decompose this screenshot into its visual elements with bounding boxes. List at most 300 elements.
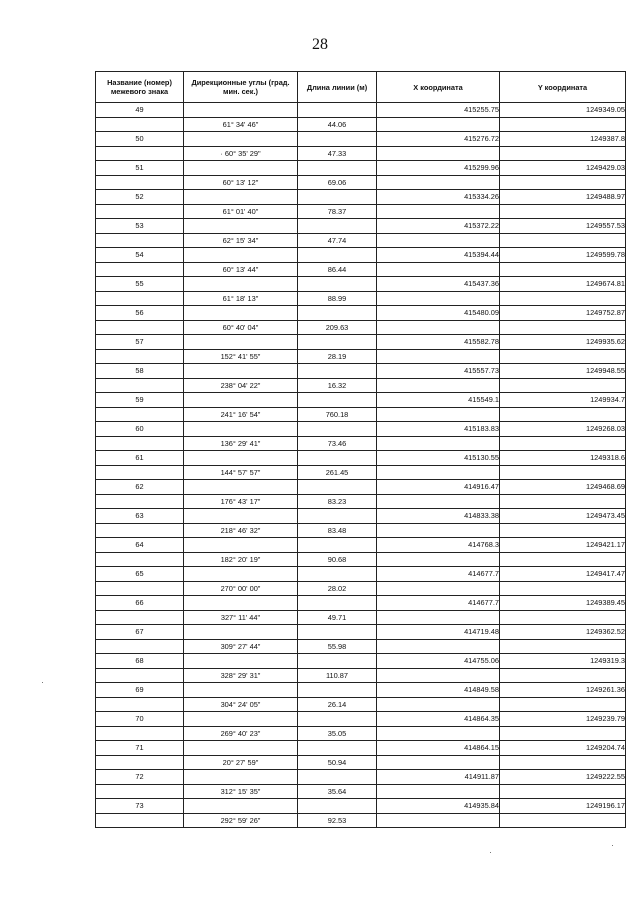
cell-y-coordinate: 1249239.79 — [500, 712, 626, 727]
cell-empty — [96, 610, 184, 625]
cell-empty — [377, 465, 500, 480]
cell-line-length: 760.18 — [298, 407, 377, 422]
cell-empty — [500, 610, 626, 625]
cell-empty — [298, 770, 377, 785]
cell-empty — [298, 741, 377, 756]
cell-x-coordinate: 415299.96 — [377, 161, 500, 176]
table-row-point — [96, 799, 626, 814]
cell-empty — [377, 494, 500, 509]
table-row-segment — [96, 117, 626, 132]
cell-direction-angle: 304° 24' 05" — [184, 697, 298, 712]
cell-y-coordinate: 1249752.87 — [500, 306, 626, 321]
cell-empty — [298, 509, 377, 524]
cell-mark-name: 66 — [96, 596, 184, 611]
cell-line-length: 78.37 — [298, 204, 377, 219]
table-row-segment — [96, 581, 626, 596]
cell-empty — [377, 175, 500, 190]
cell-empty — [184, 770, 298, 785]
scan-speck — [612, 845, 613, 846]
table-row-segment — [96, 146, 626, 161]
table-row-point — [96, 132, 626, 147]
cell-mark-name: 58 — [96, 364, 184, 379]
cell-empty — [96, 349, 184, 364]
cell-empty — [500, 320, 626, 335]
cell-direction-angle: 328° 29' 31" — [184, 668, 298, 683]
table-row-segment — [96, 523, 626, 538]
cell-direction-angle: 309° 27' 44" — [184, 639, 298, 654]
cell-direction-angle: 241° 16' 54" — [184, 407, 298, 422]
cell-line-length: 92.53 — [298, 813, 377, 828]
table-row-point — [96, 683, 626, 698]
cell-empty — [298, 103, 377, 118]
table-row-point — [96, 277, 626, 292]
cell-direction-angle: · 60° 35' 29" — [184, 146, 298, 161]
table-row-point — [96, 538, 626, 553]
table-row-point — [96, 248, 626, 263]
cell-line-length: 55.98 — [298, 639, 377, 654]
cell-empty — [377, 552, 500, 567]
cell-empty — [298, 248, 377, 263]
header-direction-angle: Дирекционные углы (град. мин. сек.) — [184, 72, 298, 103]
cell-mark-name: 67 — [96, 625, 184, 640]
cell-x-coordinate: 414864.15 — [377, 741, 500, 756]
table-row-point — [96, 654, 626, 669]
cell-direction-angle: 218° 46' 32" — [184, 523, 298, 538]
cell-empty — [500, 378, 626, 393]
cell-empty — [377, 320, 500, 335]
table-row-segment — [96, 726, 626, 741]
table-row-point — [96, 161, 626, 176]
cell-y-coordinate: 1249318.6 — [500, 451, 626, 466]
header-x-coordinate: X координата — [377, 72, 500, 103]
table-row-segment — [96, 291, 626, 306]
cell-empty — [96, 146, 184, 161]
cell-mark-name: 70 — [96, 712, 184, 727]
cell-empty — [298, 683, 377, 698]
cell-x-coordinate: 415183.83 — [377, 422, 500, 437]
cell-empty — [184, 625, 298, 640]
cell-mark-name: 64 — [96, 538, 184, 553]
table-row-point — [96, 393, 626, 408]
cell-x-coordinate: 414833.38 — [377, 509, 500, 524]
cell-mark-name: 68 — [96, 654, 184, 669]
cell-line-length: 28.19 — [298, 349, 377, 364]
cell-empty — [298, 480, 377, 495]
cell-x-coordinate: 414911.87 — [377, 770, 500, 785]
cell-mark-name: 69 — [96, 683, 184, 698]
cell-empty — [298, 422, 377, 437]
table-row-segment — [96, 378, 626, 393]
cell-empty — [500, 755, 626, 770]
cell-mark-name: 49 — [96, 103, 184, 118]
cell-x-coordinate: 415437.36 — [377, 277, 500, 292]
cell-y-coordinate: 1249674.81 — [500, 277, 626, 292]
cell-empty — [500, 262, 626, 277]
cell-empty — [377, 407, 500, 422]
cell-direction-angle: 152° 41' 55" — [184, 349, 298, 364]
cell-empty — [500, 349, 626, 364]
cell-mark-name: 63 — [96, 509, 184, 524]
table-row-point — [96, 306, 626, 321]
cell-empty — [500, 523, 626, 538]
cell-line-length: 209.63 — [298, 320, 377, 335]
cell-x-coordinate: 415582.78 — [377, 335, 500, 350]
cell-empty — [96, 523, 184, 538]
cell-empty — [377, 349, 500, 364]
cell-empty — [500, 494, 626, 509]
table-row-segment — [96, 784, 626, 799]
cell-empty — [298, 161, 377, 176]
cell-y-coordinate: 1249222.55 — [500, 770, 626, 785]
cell-empty — [96, 262, 184, 277]
cell-y-coordinate: 1249268.03 — [500, 422, 626, 437]
cell-y-coordinate: 1249387.8 — [500, 132, 626, 147]
cell-mark-name: 52 — [96, 190, 184, 205]
cell-empty — [184, 596, 298, 611]
cell-y-coordinate: 1249468.69 — [500, 480, 626, 495]
cell-empty — [377, 291, 500, 306]
cell-empty — [377, 668, 500, 683]
cell-line-length: 47.74 — [298, 233, 377, 248]
cell-empty — [184, 219, 298, 234]
cell-y-coordinate: 1249417.47 — [500, 567, 626, 582]
cell-direction-angle: 61° 34' 46" — [184, 117, 298, 132]
cell-y-coordinate: 1249319.3 — [500, 654, 626, 669]
cell-y-coordinate: 1249599.78 — [500, 248, 626, 263]
cell-empty — [500, 784, 626, 799]
cell-x-coordinate: 414864.35 — [377, 712, 500, 727]
table-row-segment — [96, 349, 626, 364]
cell-empty — [96, 233, 184, 248]
cell-direction-angle: 62° 15' 34" — [184, 233, 298, 248]
cell-y-coordinate: 1249429.03 — [500, 161, 626, 176]
cell-line-length: 83.23 — [298, 494, 377, 509]
cell-mark-name: 53 — [96, 219, 184, 234]
cell-empty — [500, 465, 626, 480]
cell-mark-name: 71 — [96, 741, 184, 756]
cell-empty — [500, 233, 626, 248]
cell-line-length: 16.32 — [298, 378, 377, 393]
cell-y-coordinate: 1249421.17 — [500, 538, 626, 553]
cell-y-coordinate: 1249204.74 — [500, 741, 626, 756]
table-row-point — [96, 625, 626, 640]
cell-y-coordinate: 1249473.45 — [500, 509, 626, 524]
table-row-segment — [96, 175, 626, 190]
table-row-segment — [96, 552, 626, 567]
cell-empty — [298, 364, 377, 379]
cell-empty — [298, 306, 377, 321]
cell-x-coordinate: 414677.7 — [377, 596, 500, 611]
cell-empty — [298, 335, 377, 350]
cell-direction-angle: 61° 01' 40" — [184, 204, 298, 219]
cell-empty — [184, 190, 298, 205]
cell-empty — [298, 190, 377, 205]
cell-empty — [377, 581, 500, 596]
cell-empty — [96, 552, 184, 567]
cell-x-coordinate: 414849.58 — [377, 683, 500, 698]
table-row-point — [96, 509, 626, 524]
cell-empty — [184, 712, 298, 727]
cell-x-coordinate: 414755.06 — [377, 654, 500, 669]
table-row-segment — [96, 610, 626, 625]
cell-empty — [96, 784, 184, 799]
cell-x-coordinate: 415372.22 — [377, 219, 500, 234]
cell-line-length: 44.06 — [298, 117, 377, 132]
cell-empty — [298, 277, 377, 292]
cell-empty — [377, 697, 500, 712]
table-row-segment — [96, 204, 626, 219]
cell-direction-angle: 60° 13' 44" — [184, 262, 298, 277]
cell-line-length: 110.87 — [298, 668, 377, 683]
cell-empty — [500, 175, 626, 190]
cell-empty — [184, 509, 298, 524]
cell-line-length: 35.64 — [298, 784, 377, 799]
scan-speck — [42, 682, 43, 683]
cell-y-coordinate: 1249349.05 — [500, 103, 626, 118]
cell-empty — [298, 596, 377, 611]
cell-y-coordinate: 1249362.52 — [500, 625, 626, 640]
cell-empty — [184, 567, 298, 582]
cell-x-coordinate: 415130.55 — [377, 451, 500, 466]
cell-empty — [298, 132, 377, 147]
cell-empty — [96, 668, 184, 683]
cell-mark-name: 62 — [96, 480, 184, 495]
cell-direction-angle: 327° 11' 44" — [184, 610, 298, 625]
table-row-point — [96, 596, 626, 611]
cell-empty — [96, 175, 184, 190]
cell-empty — [500, 581, 626, 596]
cell-mark-name: 55 — [96, 277, 184, 292]
cell-x-coordinate: 415255.75 — [377, 103, 500, 118]
cell-empty — [184, 538, 298, 553]
cell-y-coordinate: 1249935.62 — [500, 335, 626, 350]
cell-empty — [377, 610, 500, 625]
cell-line-length: 90.68 — [298, 552, 377, 567]
cell-direction-angle: 60° 40' 04" — [184, 320, 298, 335]
cell-direction-angle: 61° 18' 13" — [184, 291, 298, 306]
cell-mark-name: 51 — [96, 161, 184, 176]
cell-line-length: 47.33 — [298, 146, 377, 161]
cell-empty — [298, 393, 377, 408]
cell-mark-name: 57 — [96, 335, 184, 350]
cell-empty — [96, 813, 184, 828]
cell-empty — [96, 204, 184, 219]
cell-direction-angle: 182° 20' 19" — [184, 552, 298, 567]
cell-empty — [298, 799, 377, 814]
table-row-segment — [96, 494, 626, 509]
cell-empty — [500, 204, 626, 219]
cell-line-length: 86.44 — [298, 262, 377, 277]
cell-y-coordinate: 1249557.53 — [500, 219, 626, 234]
cell-empty — [377, 146, 500, 161]
cell-empty — [377, 755, 500, 770]
cell-direction-angle: 238° 04' 22" — [184, 378, 298, 393]
cell-empty — [96, 494, 184, 509]
cell-empty — [96, 320, 184, 335]
table-row-segment — [96, 262, 626, 277]
cell-mark-name: 61 — [96, 451, 184, 466]
scan-speck — [490, 852, 491, 853]
table-row-segment — [96, 697, 626, 712]
cell-empty — [184, 132, 298, 147]
cell-empty — [184, 393, 298, 408]
cell-empty — [184, 306, 298, 321]
cell-empty — [184, 103, 298, 118]
cell-mark-name: 59 — [96, 393, 184, 408]
cell-direction-angle: 136° 29' 41" — [184, 436, 298, 451]
table-row-point — [96, 451, 626, 466]
cell-empty — [377, 726, 500, 741]
cell-direction-angle: 292° 59' 26" — [184, 813, 298, 828]
table-row-point — [96, 712, 626, 727]
cell-empty — [500, 552, 626, 567]
cell-x-coordinate: 415480.09 — [377, 306, 500, 321]
table-row-segment — [96, 639, 626, 654]
cell-empty — [500, 291, 626, 306]
cell-line-length: 35.05 — [298, 726, 377, 741]
cell-empty — [500, 813, 626, 828]
table-row-point — [96, 567, 626, 582]
cell-x-coordinate: 414719.48 — [377, 625, 500, 640]
cell-line-length: 28.02 — [298, 581, 377, 596]
cell-empty — [184, 277, 298, 292]
cell-empty — [298, 625, 377, 640]
cell-empty — [184, 799, 298, 814]
cell-empty — [500, 407, 626, 422]
cell-empty — [96, 378, 184, 393]
cell-empty — [184, 683, 298, 698]
cell-empty — [377, 436, 500, 451]
cell-empty — [96, 465, 184, 480]
cell-empty — [500, 697, 626, 712]
cell-x-coordinate: 414677.7 — [377, 567, 500, 582]
header-line-length: Длина линии (м) — [298, 72, 377, 103]
cell-empty — [184, 364, 298, 379]
cell-empty — [377, 523, 500, 538]
cell-empty — [96, 726, 184, 741]
cell-empty — [377, 813, 500, 828]
cell-empty — [184, 741, 298, 756]
cell-y-coordinate: 1249389.45 — [500, 596, 626, 611]
header-y-coordinate: Y координата — [500, 72, 626, 103]
cell-mark-name: 73 — [96, 799, 184, 814]
cell-empty — [184, 248, 298, 263]
cell-empty — [298, 538, 377, 553]
table-row-segment — [96, 813, 626, 828]
cell-x-coordinate: 415557.73 — [377, 364, 500, 379]
table-row-segment — [96, 755, 626, 770]
table-row-segment — [96, 465, 626, 480]
cell-mark-name: 60 — [96, 422, 184, 437]
table-row-point — [96, 364, 626, 379]
cell-empty — [184, 451, 298, 466]
table-row-segment — [96, 668, 626, 683]
cell-line-length: 26.14 — [298, 697, 377, 712]
table-row-segment — [96, 320, 626, 335]
cell-empty — [377, 262, 500, 277]
cell-y-coordinate: 1249196.17 — [500, 799, 626, 814]
cell-empty — [500, 436, 626, 451]
cell-direction-angle: 269° 40' 23" — [184, 726, 298, 741]
cell-empty — [377, 784, 500, 799]
table-row-point — [96, 480, 626, 495]
cell-mark-name: 54 — [96, 248, 184, 263]
cell-empty — [96, 755, 184, 770]
cell-empty — [500, 146, 626, 161]
cell-empty — [96, 291, 184, 306]
table-row-segment — [96, 233, 626, 248]
cell-empty — [298, 712, 377, 727]
cell-line-length: 69.06 — [298, 175, 377, 190]
cell-y-coordinate: 1249934.7 — [500, 393, 626, 408]
cell-x-coordinate: 415276.72 — [377, 132, 500, 147]
table-header-row — [96, 72, 626, 103]
header-mark-name: Название (номер) межевого знака — [96, 72, 184, 103]
table-row-point — [96, 219, 626, 234]
cell-line-length: 49.71 — [298, 610, 377, 625]
table-row-point — [96, 770, 626, 785]
table-row-segment — [96, 436, 626, 451]
cell-empty — [377, 378, 500, 393]
cell-x-coordinate: 414916.47 — [377, 480, 500, 495]
cell-empty — [184, 480, 298, 495]
table-row-point — [96, 422, 626, 437]
table-body — [96, 103, 626, 828]
cell-mark-name: 65 — [96, 567, 184, 582]
cell-x-coordinate: 414768.3 — [377, 538, 500, 553]
cell-x-coordinate: 415334.26 — [377, 190, 500, 205]
table-row-point — [96, 190, 626, 205]
cell-empty — [377, 639, 500, 654]
boundary-coordinates-table — [95, 71, 626, 828]
cell-mark-name: 50 — [96, 132, 184, 147]
cell-line-length: 73.46 — [298, 436, 377, 451]
cell-empty — [500, 117, 626, 132]
cell-line-length: 83.48 — [298, 523, 377, 538]
cell-empty — [96, 581, 184, 596]
cell-empty — [96, 436, 184, 451]
cell-empty — [298, 451, 377, 466]
cell-direction-angle: 60° 13' 12" — [184, 175, 298, 190]
table-row-point — [96, 741, 626, 756]
cell-line-length: 50.94 — [298, 755, 377, 770]
cell-empty — [184, 161, 298, 176]
cell-direction-angle: 270° 00' 00" — [184, 581, 298, 596]
cell-y-coordinate: 1249488.97 — [500, 190, 626, 205]
cell-y-coordinate: 1249948.55 — [500, 364, 626, 379]
cell-empty — [377, 204, 500, 219]
cell-empty — [298, 654, 377, 669]
cell-empty — [184, 654, 298, 669]
cell-direction-angle: 144° 57' 57" — [184, 465, 298, 480]
cell-empty — [184, 422, 298, 437]
cell-empty — [298, 219, 377, 234]
cell-x-coordinate: 415394.44 — [377, 248, 500, 263]
table-row-point — [96, 103, 626, 118]
page-number: 28 — [312, 36, 328, 53]
cell-empty — [184, 335, 298, 350]
cell-empty — [377, 117, 500, 132]
cell-mark-name: 56 — [96, 306, 184, 321]
cell-line-length: 88.99 — [298, 291, 377, 306]
cell-y-coordinate: 1249261.36 — [500, 683, 626, 698]
cell-direction-angle: 312° 15' 35" — [184, 784, 298, 799]
cell-empty — [96, 639, 184, 654]
cell-empty — [96, 697, 184, 712]
cell-line-length: 261.45 — [298, 465, 377, 480]
cell-x-coordinate: 415549.1 — [377, 393, 500, 408]
cell-empty — [96, 407, 184, 422]
